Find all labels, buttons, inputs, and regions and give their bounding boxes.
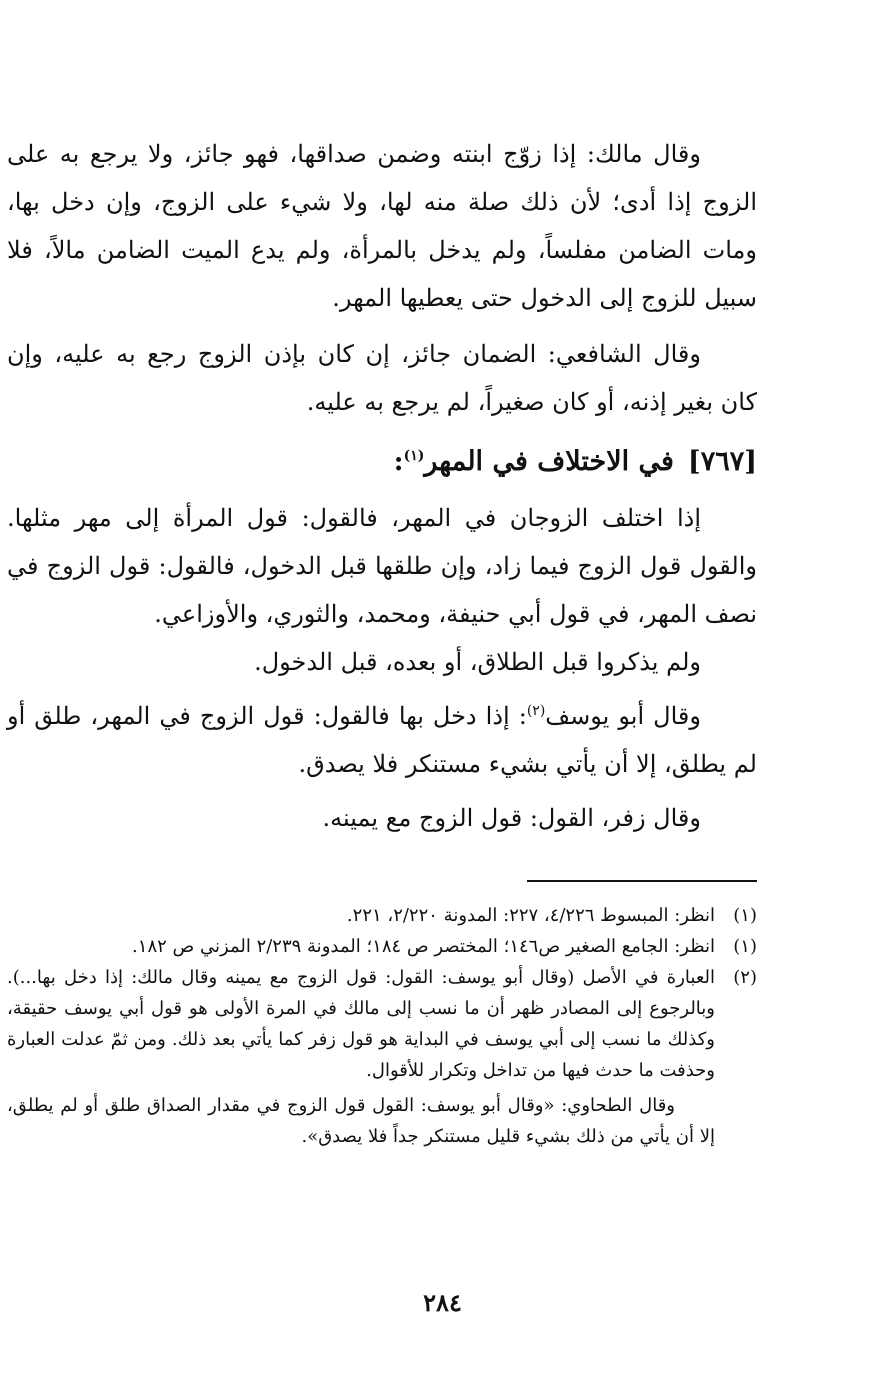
footnotes (7, 900, 757, 1152)
abu-yusuf-rest: : إذا دخل بها فالقول: قول الزوج في المهر، طلق أو لم يطلق، إلا أن يأتي بشيء مستنكر فلا يصدق. (7, 702, 757, 778)
footnote-mark: (١) (733, 936, 757, 957)
paragraph-malik: وقال مالك: إذا زوّج ابنته وضمن صداقها، فهو جائز، ولا يرجع به على الزوج إذا أدى؛ لأن ذلك صلة منه لها، ولا شيء على الزوج، وإن دخل بها، ومات الضامن مفلساً، ولم يدخل بالمرأة، ولم يدع الميت الضامن مالاً، فلا سبيل للزوج إلى الدخول حتى يعطيها المهر. (7, 140, 757, 312)
main-text (7, 130, 757, 842)
paragraph-not-mentioned: ولم يذكروا قبل الطلاق، أو بعده، قبل الدخول. (254, 648, 701, 676)
footnote (7, 900, 757, 931)
section-number: [٧٦٧] (687, 446, 757, 477)
footnote-ref: (١) (403, 448, 425, 464)
paragraph-abu-yusuf (7, 692, 757, 788)
footnote-text: انظر: المبسوط ٤/٢٢٦، ٢٢٧: المدونة ٢/٢٢٠، ٢٢١. (346, 905, 715, 926)
paragraph-dispute: إذا اختلف الزوجان في المهر، فالقول: قول المرأة إلى مهر مثلها. والقول قول الزوج فيما زاد، وإن طلقها قبل الدخول، فالقول: قول الزوج في نصف المهر، في قول أبي حنيفة، ومحمد، والثوري، والأوزاعي. (7, 504, 757, 628)
section-heading (7, 438, 757, 486)
paragraph-zufar: وقال زفر، القول: قول الزوج مع يمينه. (322, 804, 701, 832)
footnote (7, 962, 757, 1086)
footnote-text: العبارة في الأصل (وقال أبو يوسف: القول: قول الزوج مع يمينه وقال مالك: إذا دخل بها...). وبالرجوع إلى المصادر ظهر أن ما نسب إلى مالك في المرة الأولى هو قول أبي يوسف حقيقة، وكذلك ما نسب إلى أبي يوسف في البداية هو قول زفر كما يأتي بعد ذلك. ومن ثمّ عدلت العبارة وحذفت ما حدث فيها من تداخل وتكرار للأقوال. (7, 967, 715, 1081)
footnote-mark: (٢) (733, 967, 757, 988)
section-title: في الاختلاف في المهر (424, 446, 674, 477)
footnote-separator (527, 880, 757, 882)
abu-yusuf-lead: وقال أبو يوسف (545, 702, 701, 730)
heading-colon: : (393, 446, 404, 477)
page-number: ٢٨٤ (423, 1288, 462, 1317)
footnote-mark: (١) (733, 905, 757, 926)
footnote-text: انظر: الجامع الصغير ص١٤٦؛ المختصر ص ١٨٤؛ المدونة ٢/٢٣٩ المزني ص ١٨٢. (132, 936, 715, 957)
footnote-ref: (٢) (526, 703, 546, 719)
footnote-continuation: وقال الطحاوي: «وقال أبو يوسف: القول قول الزوج في مقدار الصداق طلق أو لم يطلق، إلا أن يأتي من ذلك بشيء قليل مستنكر جداً فلا يصدق». (7, 1095, 715, 1147)
footnote (7, 931, 757, 962)
paragraph-shafii: وقال الشافعي: الضمان جائز، إن كان بإذن الزوج رجع به عليه، وإن كان بغير إذنه، أو كان صغيراً، لم يرجع به عليه. (7, 340, 757, 416)
